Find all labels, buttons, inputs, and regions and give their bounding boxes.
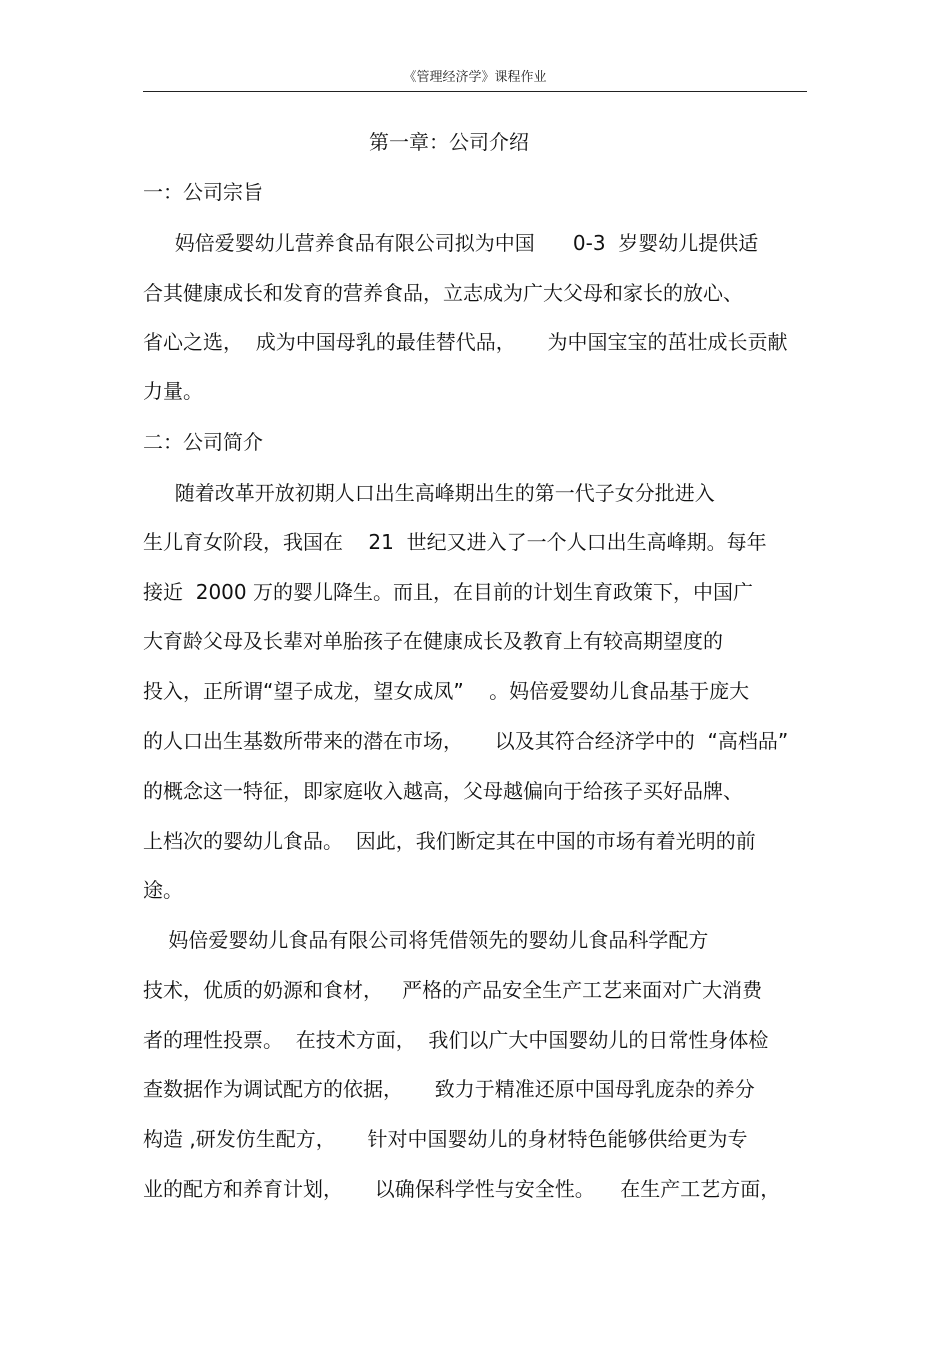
running-header: 《管理经济学》课程作业 (403, 70, 547, 85)
paragraph-line: 者的理性投票。 在技术方面， 我们以广大中国婴幼儿的日常性身体检 (143, 1028, 769, 1052)
paragraph-line: 查数据作为调试配方的依据， 致力于精准还原中国母乳庞杂的养分 (143, 1077, 755, 1101)
paragraph-line: 接近 2000 万的婴儿降生。而且，在目前的计划生育政策下，中国广 (143, 580, 753, 604)
paragraph-line: 业的配方和养育计划， 以确保科学性与安全性。 在生产工艺方面， (143, 1177, 781, 1201)
header-rule (143, 91, 807, 92)
paragraph-line: 力量。 (143, 379, 203, 403)
section-heading-purpose: 一：公司宗旨 (143, 180, 263, 204)
paragraph-line: 生儿育女阶段，我国在 21 世纪又进入了一个人口出生高峰期。每年 (143, 530, 767, 554)
paragraph-line: 构造 ,研发仿生配方， 针对中国婴幼儿的身材特色能够供给更为专 (143, 1127, 748, 1151)
paragraph-line: 的概念这一特征，即家庭收入越高，父母越偏向于给孩子买好品牌、 (143, 779, 743, 803)
paragraph-line: 上档次的婴幼儿食品。 因此，我们断定其在中国的市场有着光明的前 (143, 829, 756, 853)
paragraph-line: 合其健康成长和发育的营养食品，立志成为广大父母和家长的放心、 (143, 281, 743, 305)
section-heading-intro: 二：公司简介 (143, 430, 263, 454)
paragraph-line: 的人口出生基数所带来的潜在市场， 以及其符合经济学中的 “高档品” (143, 729, 789, 753)
paragraph-line: 随着改革开放初期人口出生高峰期出生的第一代子女分批进入 (143, 481, 715, 505)
paragraph-line: 省心之选， 成为中国母乳的最佳替代品， 为中国宝宝的茁壮成长贡献 (143, 330, 788, 354)
chapter-title: 第一章：公司介绍 (369, 130, 529, 154)
paragraph-line: 妈倍爱婴幼儿食品有限公司将凭借领先的婴幼儿食品科学配方 (143, 928, 709, 952)
paragraph-line: 投入，正所谓“望子成龙，望女成凤” 。妈倍爱婴幼儿食品基于庞大 (143, 679, 750, 703)
paragraph-line: 途。 (143, 878, 183, 902)
paragraph-line: 技术，优质的奶源和食材， 严格的产品安全生产工艺来面对广大消费 (143, 978, 763, 1002)
paragraph-line: 妈倍爱婴幼儿营养食品有限公司拟为中国 0-3 岁婴幼儿提供适 (143, 231, 759, 255)
paragraph-line: 大育龄父母及长辈对单胎孩子在健康成长及教育上有较高期望度的 (143, 629, 723, 653)
